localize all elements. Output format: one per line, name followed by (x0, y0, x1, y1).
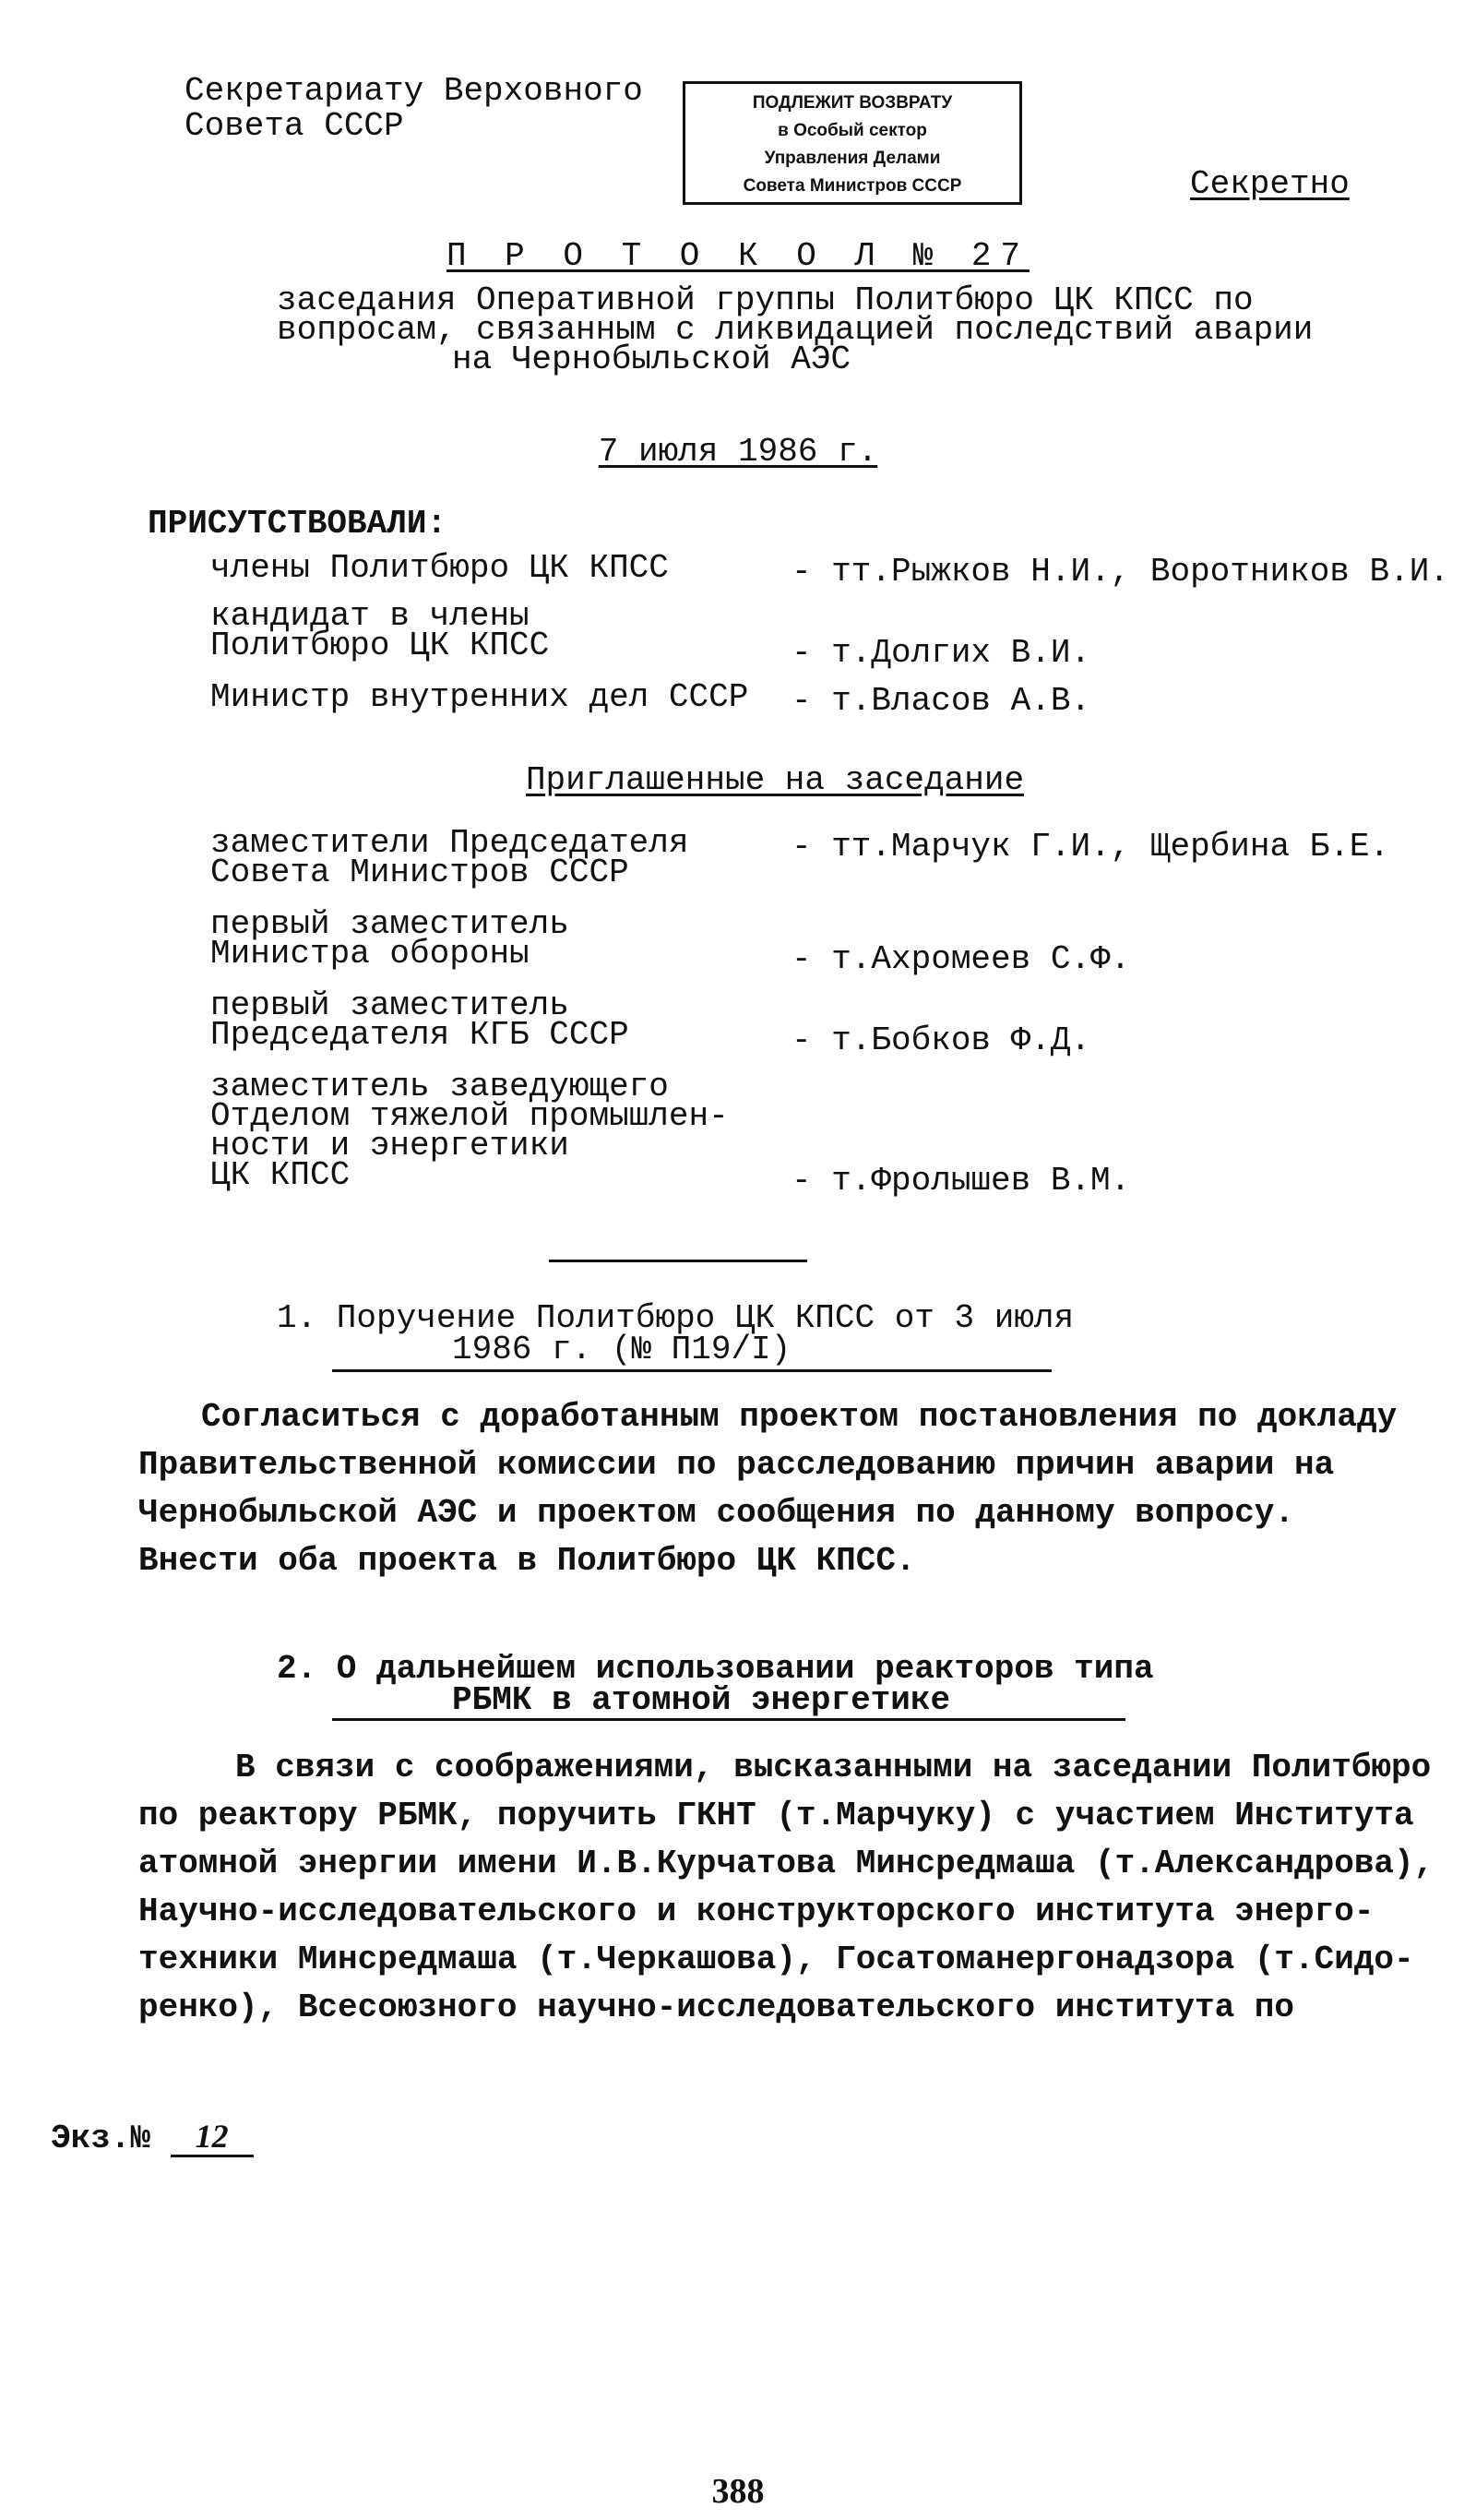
invited-row-3-role-line-1: первый заместитель (210, 986, 569, 1024)
present-row-3-role (210, 678, 749, 716)
addressee-line-1: Секретариату Верховного (184, 72, 643, 110)
invited-row-2-names: - т.Ахромеев С.Ф. (792, 940, 1131, 978)
invited-row-4-names: - т.Фролышев В.М. (792, 1162, 1131, 1200)
item-1-text (138, 1393, 1411, 1585)
present-row-1-role (210, 549, 669, 587)
copy-number-value: 12 (171, 2118, 254, 2157)
invited-row-3-names: - т.Бобков Ф.Д. (792, 1021, 1091, 1059)
invited-row-1-names: - тт.Марчук Г.И., Щербина Б.Е. (792, 828, 1390, 866)
document-subtitle (277, 281, 1314, 378)
item-2-heading-rule (332, 1718, 1125, 1721)
item-2-line-3: атомной энергии имени И.В.Курчатова Минсредмаша (т.Александрова), (138, 1845, 1434, 1882)
invited-row-2-role-line-1: первый заместитель (210, 905, 569, 943)
item-1-heading-rule (332, 1369, 1052, 1372)
present-row-3-names: - т.Власов А.В. (792, 682, 1091, 720)
item-2-line-6: ренко), Всесоюзного научно-исследовательского института по (138, 1989, 1295, 2026)
item-2-line-2: по реактору РБМК, поручить ГКНТ (т.Марчуку) с участием Института (138, 1797, 1414, 1834)
meeting-date (0, 434, 1476, 471)
invited-row-1-role (210, 824, 689, 891)
subtitle-line-3: на Чернобыльской АЭС (452, 340, 851, 378)
stamp-line-4: Совета Министров СССР (743, 176, 962, 196)
return-stamp (683, 81, 1022, 205)
invited-row-2-role-line-2: Министра обороны (210, 935, 530, 973)
present-row-1-role-line-1: члены Политбюро ЦК КПСС (210, 549, 669, 587)
invited-row-4-role-line-3: ности и энергетики (210, 1127, 569, 1164)
document-title-text: П Р О Т О К О Л № 27 (446, 237, 1030, 275)
copy-number-label: Экз.№ (51, 2120, 151, 2157)
section-divider (549, 1260, 807, 1262)
present-row-1-names: - тт.Рыжков Н.И., Воротников В.И. (792, 553, 1449, 591)
item-2-heading-line-1: 2. О дальнейшем использовании реакторов типа (277, 1650, 1154, 1688)
item-1-line-2: Правительственной комиссии по расследованию причин аварии на (138, 1446, 1335, 1484)
invited-row-1-role-line-1: заместители Председателя (210, 824, 689, 862)
meeting-date-text: 7 июля 1986 г. (598, 433, 878, 471)
item-2-line-1: В связи с соображениями, высказанными на заседании Политбюро (235, 1749, 1432, 1786)
stamp-line-2: в Особый сектор (778, 121, 927, 140)
item-1-heading (277, 1299, 1075, 1368)
copy-number (51, 2118, 254, 2157)
item-2-heading-line-2: РБМК в атомной энергетике (452, 1681, 951, 1719)
item-1-line-4: Внести оба проекта в Политбюро ЦК КПСС. (138, 1542, 916, 1580)
item-2-text (138, 1744, 1434, 2032)
addressee-line-2: Совета СССР (184, 107, 404, 145)
document-title (0, 238, 1476, 275)
present-row-2-role-line-2: Политбюро ЦК КПСС (210, 627, 550, 664)
stamp-line-3: Управления Делами (764, 149, 941, 168)
invited-row-1-role-line-2: Совета Министров СССР (210, 854, 629, 891)
classification-label: Секретно (1190, 165, 1350, 203)
addressee (184, 74, 643, 144)
item-1-heading-line-2: 1986 г. (№ П19/I) (452, 1331, 792, 1368)
invited-row-4-role-line-4: ЦК КПСС (210, 1156, 351, 1194)
invited-heading-text: Приглашенные на заседание (525, 761, 1025, 799)
item-1-heading-line-1: 1. Поручение Политбюро ЦК КПСС от 3 июля (277, 1299, 1075, 1337)
present-row-2-role-line-1: кандидат в члены (210, 597, 530, 635)
invited-row-4-role-line-2: Отделом тяжелой промышлен- (210, 1097, 729, 1135)
invited-row-4-role-line-1: заместитель заведующего (210, 1068, 669, 1105)
subtitle-line-2: вопросам, связанным с ликвидацией последствий аварии (277, 311, 1314, 349)
present-row-2-names: - т.Долгих В.И. (792, 634, 1091, 672)
present-row-2-role (210, 597, 550, 664)
stamp-line-1: ПОДЛЕЖИТ ВОЗВРАТУ (752, 93, 953, 113)
invited-row-3-role (210, 986, 629, 1054)
item-2-line-4: Научно-исследовательского и конструкторского института энерго- (138, 1893, 1375, 1930)
invited-heading (0, 762, 1476, 799)
present-heading: ПРИСУТСТВОВАЛИ: (148, 505, 447, 543)
present-row-3-role-line-1: Министр внутренних дел СССР (210, 678, 749, 716)
invited-row-3-role-line-2: Председателя КГБ СССР (210, 1016, 629, 1054)
invited-row-4-role (210, 1068, 729, 1194)
item-2-heading (277, 1650, 1154, 1719)
item-1-line-3: Чернобыльской АЭС и проектом сообщения по данному вопросу. (138, 1494, 1295, 1532)
subtitle-line-1: заседания Оперативной группы Политбюро ЦК КПСС по (277, 281, 1254, 319)
item-1-line-1: Согласиться с доработанным проектом постановления по докладу (201, 1398, 1398, 1436)
item-2-line-5: техники Минсредмаша (т.Черкашова), Госатоманергонадзора (т.Сидо- (138, 1941, 1414, 1978)
invited-row-2-role (210, 905, 569, 973)
page-number: 388 (711, 2472, 765, 2511)
